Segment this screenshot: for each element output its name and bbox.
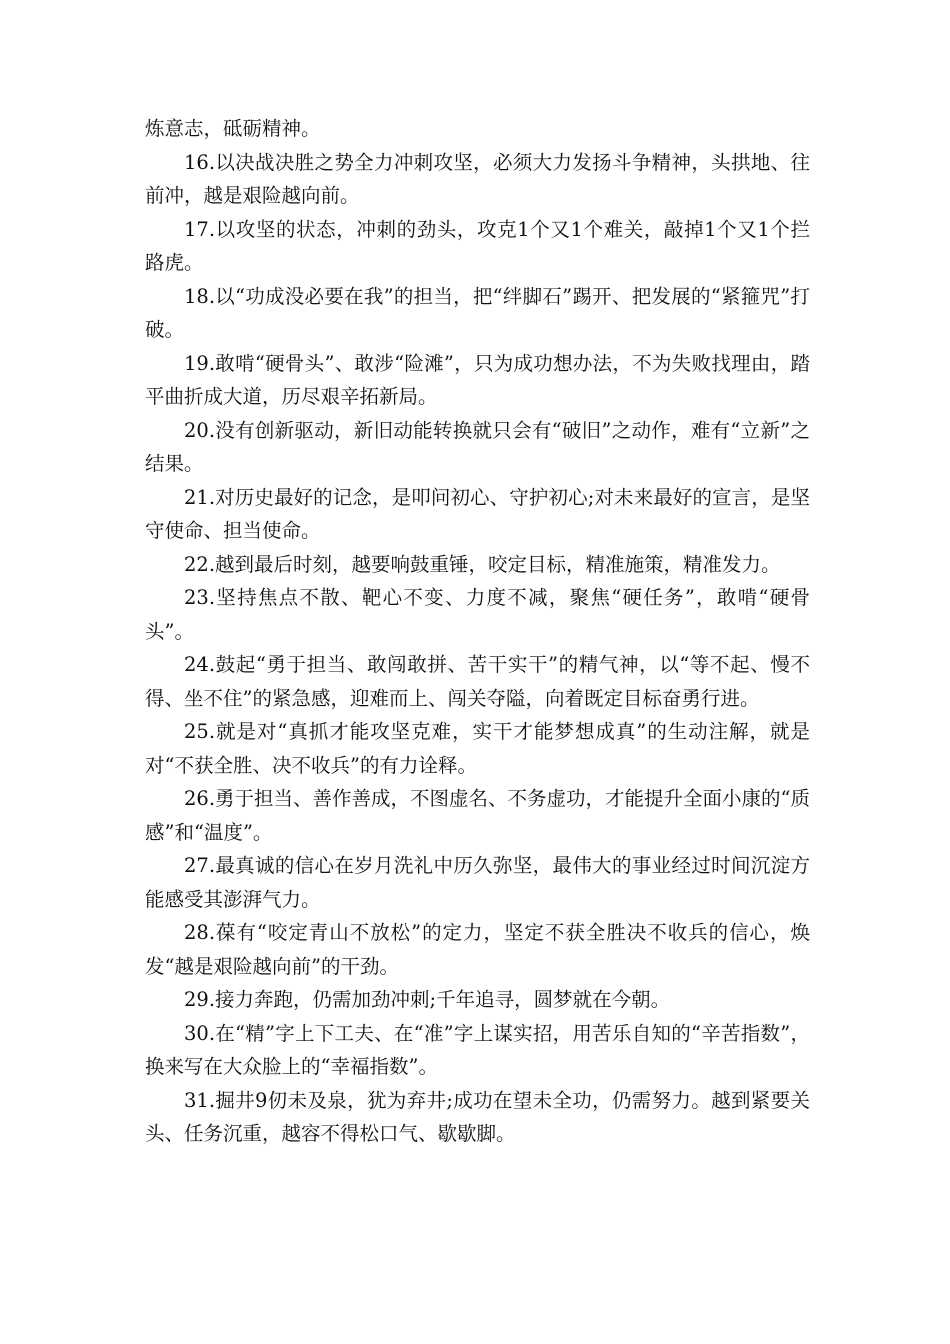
paragraph-17: 17.以攻坚的状态，冲刺的劲头，攻克1个又1个难关，敲掉1个又1个拦路虎。 (145, 217, 810, 274)
paragraph-25: 25.就是对“真抓才能攻坚克难，实干才能梦想成真”的生动注解，就是对“不获全胜、决不收兵”的有力诠释。 (145, 720, 810, 777)
paragraph-29: 29.接力奔跑，仍需加劲冲刺;千年追寻，圆梦就在今朝。 (184, 988, 671, 1011)
paragraph-20: 20.没有创新驱动，新旧动能转换就只会有“破旧”之动作，难有“立新”之结果。 (145, 418, 810, 475)
paragraph-24: 24.鼓起“勇于担当、敢闯敢拼、苦干实干”的精气神，以“等不起、慢不得、坐不住”的紧急感，迎难而上、闯关夺隘，向着既定目标奋勇行进。 (145, 653, 810, 710)
paragraph-18: 18.以“功成没必要在我”的担当，把“绊脚石”踢开、把发展的“紧箍咒”打破。 (145, 284, 810, 341)
paragraph-continuation: 炼意志，砥砺精神。 (145, 117, 321, 140)
paragraph-22: 22.越到最后时刻，越要响鼓重锤，咬定目标，精准施策，精准发力。 (184, 552, 781, 576)
paragraph-19: 19.敢啃“硬骨头”、敢涉“险滩”，只为成功想办法，不为失败找理由，踏平曲折成大道，历尽艰辛拓新局。 (145, 351, 810, 408)
paragraph-30: 30.在“精”字上下工夫、在“准”字上谋实招，用苦乐自知的“辛苦指数”，换来写在大众脸上的“幸福指数”。 (145, 1021, 810, 1078)
paragraph-16: 16.以决战决胜之势全力冲刺攻坚，必须大力发扬斗争精神，头拱地、往前冲，越是艰险越向前。 (145, 150, 810, 207)
paragraph-27: 27.最真诚的信心在岁月洗礼中历久弥坚，最伟大的事业经过时间沉淀方能感受其澎湃气力。 (145, 854, 810, 911)
paragraph-28: 28.葆有“咬定青山不放松”的定力，坚定不获全胜决不收兵的信心，焕发“越是艰险越向前”的干劲。 (145, 921, 810, 978)
document-page (145, 112, 810, 1151)
paragraph-26: 26.勇于担当、善作善成，不图虚名、不务虚功，才能提升全面小康的“质感”和“温度”。 (145, 787, 810, 844)
paragraph-21: 21.对历史最好的记念，是叩问初心、守护初心;对未来最好的宣言，是坚守使命、担当使命。 (145, 485, 810, 542)
paragraph-23: 23.坚持焦点不散、靶心不变、力度不减，聚焦“硬任务”，敢啃“硬骨头”。 (145, 586, 810, 643)
paragraph-31: 31.掘井9仞未及泉，犹为弃井;成功在望未全功，仍需努力。越到紧要关头、任务沉重，越容不得松口气、歇歇脚。 (145, 1088, 810, 1145)
